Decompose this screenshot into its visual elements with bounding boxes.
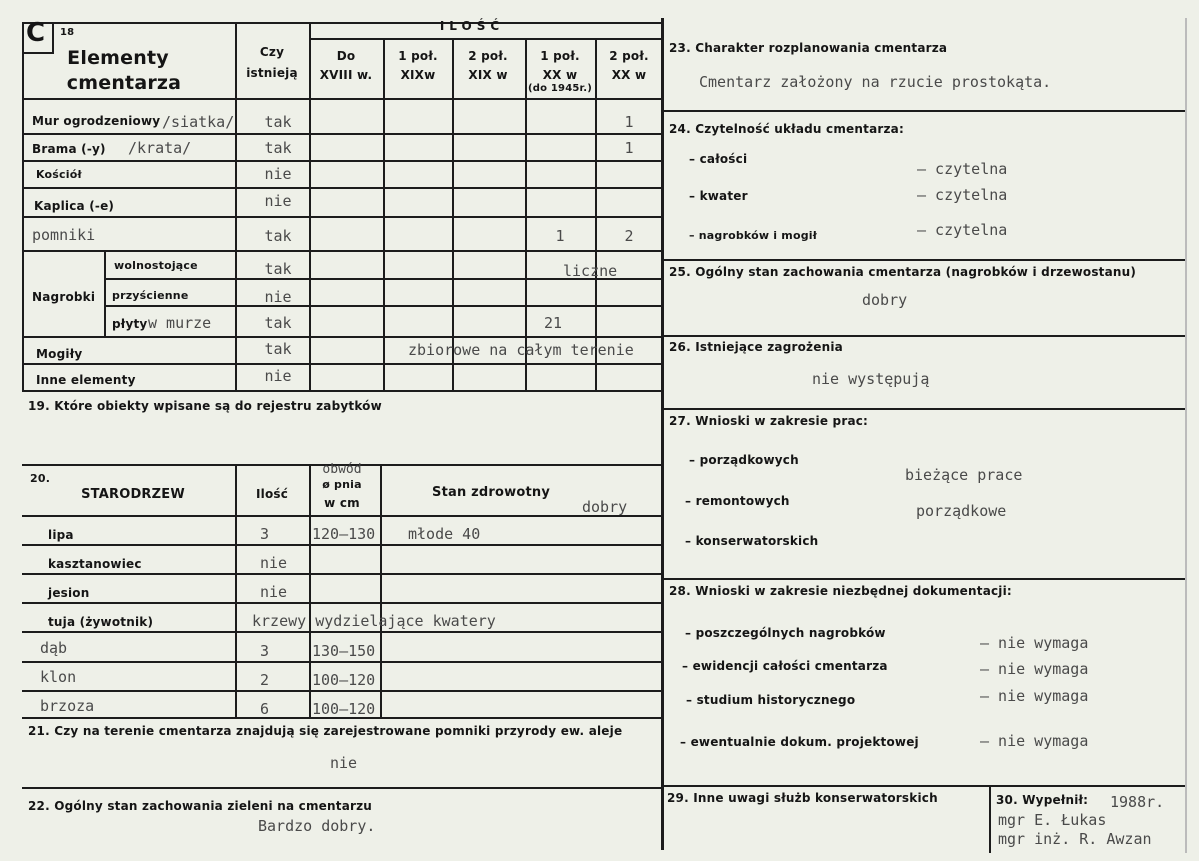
divider [22, 544, 663, 546]
q29-label: 29. Inne uwagi służb konserwatorskich [667, 791, 938, 805]
divider [309, 22, 311, 392]
divider [104, 250, 106, 336]
divider [22, 160, 663, 162]
q28-value: – nie wymaga [980, 634, 1089, 652]
q27-label: 27. Wnioski w zakresie prac: [669, 414, 869, 428]
divider [22, 22, 663, 24]
q21-label: 21. Czy na terenie cmentarza znajdują się zarejestrowane pomniki przyrody ew. aleje [28, 724, 623, 738]
q28-item: – ewentualnie dokum. projektowej [680, 735, 919, 749]
q24-label: 24. Czytelność układu cmentarza: [669, 122, 904, 136]
tree-name: dąb [40, 639, 68, 657]
q30-label: 30. Wypełnił: [996, 793, 1089, 807]
row-label: Kościół [36, 168, 82, 181]
tree-qty: nie [260, 554, 288, 572]
divider [380, 464, 382, 717]
row-qty: 1 [555, 227, 565, 245]
nagrobki-label: Nagrobki [32, 290, 96, 304]
period-header: 1 poł. [540, 49, 580, 63]
q28-item: – ewidencji całości cmentarza [682, 659, 888, 673]
divider [661, 578, 1185, 580]
row-label: Brama (-y) [32, 142, 106, 156]
row-note: liczne [563, 262, 618, 280]
q28-value: – nie wymaga [980, 660, 1089, 678]
row-czy: tak [264, 314, 292, 332]
divider [22, 390, 663, 392]
tree-name: lipa [48, 528, 74, 542]
row-note: /siatka/ [162, 113, 235, 131]
divider [309, 38, 663, 40]
q28-label: 28. Wnioski w zakresie niezbędnej dokumentacji: [669, 584, 1012, 598]
q25-answer: dobry [862, 291, 908, 309]
q24-item: – kwater [689, 189, 748, 203]
cm-col-header: w cm [324, 496, 360, 510]
divider [22, 690, 663, 692]
row-note: /krata/ [128, 139, 192, 157]
q26-label: 26. Istniejące zagrożenia [669, 340, 843, 354]
period-header: XIXw [400, 68, 436, 82]
row-czy: tak [264, 260, 292, 278]
tree-girth: 100–120 [312, 671, 376, 689]
divider [235, 464, 237, 717]
ilosc-col-header: Ilość [255, 487, 289, 501]
row-czy: tak [264, 227, 292, 245]
row-qty: 21 [543, 314, 563, 332]
row-czy: tak [264, 139, 292, 157]
period-header: 2 poł. [468, 49, 508, 63]
divider [595, 38, 597, 392]
period-header: XVIII w. [319, 68, 373, 82]
divider [661, 335, 1185, 337]
tree-girth: 130–150 [312, 642, 376, 660]
row-note: w murze [148, 314, 212, 332]
q22-answer: Bardzo dobry. [258, 817, 376, 835]
divider [22, 787, 663, 789]
row-label: Kaplica (-e) [34, 199, 115, 213]
row-note: zbiorowe na całym terenie [408, 341, 634, 359]
q27-answer: porządkowe [916, 502, 1007, 520]
q23-label: 23. Charakter rozplanowania cmentarza [669, 41, 948, 55]
divider [661, 259, 1185, 261]
tree-girth: 120–130 [312, 525, 376, 543]
divider [22, 573, 663, 575]
row-czy: nie [264, 192, 292, 210]
q20-number: 20. [30, 472, 51, 485]
row-label: pomniki [32, 226, 96, 244]
q21-answer: nie [330, 754, 358, 772]
tree-name: kasztanowiec [48, 557, 142, 571]
period-header: (do 1945r.) [528, 83, 592, 94]
row-label: płyty [112, 317, 148, 331]
tree-qty: nie [260, 583, 288, 601]
q24-value: – czytelna [917, 186, 1008, 204]
q28-value: – nie wymaga [980, 687, 1089, 705]
q30-person: mgr inż. R. Awzan [998, 830, 1152, 848]
tree-name: brzoza [40, 697, 95, 715]
q27-item: – remontowych [685, 494, 790, 508]
row-czy: nie [264, 165, 292, 183]
col-czy-istnieja: Czy [259, 45, 285, 59]
divider [22, 98, 663, 100]
divider [661, 785, 1185, 787]
row-label: przyścienne [112, 289, 189, 302]
q28-item: – studium historycznego [686, 693, 856, 707]
q27-item: – porządkowych [689, 453, 799, 467]
tree-qty: krzewy wydzielające kwatery [252, 612, 496, 630]
q27-item: – konserwatorskich [685, 534, 819, 548]
period-header: XX w [611, 68, 647, 82]
ilosc-header: ILOŚĆ [439, 19, 505, 33]
q22-label: 22. Ogólny stan zachowania zieleni na cmentarzu [28, 799, 373, 813]
q30-person: mgr E. Łukas [998, 811, 1107, 829]
q28-value: – nie wymaga [980, 732, 1089, 750]
q23-answer: Cmentarz założony na rzucie prostokąta. [699, 73, 1052, 91]
q30-year: 1988r. [1110, 793, 1165, 811]
row-label: wolnostojące [114, 259, 198, 272]
divider [989, 785, 991, 853]
row-label: Mogiły [36, 347, 83, 361]
q24-value: – czytelna [917, 160, 1008, 178]
q25-label: 25. Ogólny stan zachowania cmentarza (nagrobków i drzewostanu) [669, 265, 1137, 279]
row-label: Mur ogrodzeniowy [32, 114, 161, 128]
row-qty: 2 [624, 227, 634, 245]
divider [22, 515, 663, 517]
period-header: Do [336, 49, 356, 63]
col-czy-istnieja-2: istnieją [246, 66, 298, 80]
tree-name: tuja (żywotnik) [48, 615, 154, 629]
divider [235, 22, 237, 392]
row-czy: tak [264, 113, 292, 131]
elements-title-line2: cmentarza [66, 72, 182, 94]
divider [309, 464, 311, 717]
divider [661, 408, 1185, 410]
tree-qty: 3 [260, 642, 270, 660]
starodrzew-header: STARODRZEW [81, 487, 185, 502]
divider [1185, 18, 1187, 853]
section-number: 18 [60, 27, 75, 38]
period-header: 1 poł. [398, 49, 438, 63]
divider [22, 52, 54, 54]
q24-value: – czytelna [917, 221, 1008, 239]
divider [52, 22, 54, 54]
divider [22, 133, 663, 135]
divider [525, 38, 527, 392]
q19-label: 19. Które obiekty wpisane są do rejestru zabytków [28, 399, 382, 413]
divider [22, 631, 663, 633]
tree-name: klon [40, 668, 77, 686]
tree-girth: 100–120 [312, 700, 376, 718]
q27-answer: bieżące prace [905, 466, 1023, 484]
divider [22, 250, 663, 252]
row-czy: nie [264, 367, 292, 385]
divider [661, 110, 1185, 112]
tree-name: jesion [48, 586, 90, 600]
row-label: Inne elementy [36, 373, 136, 387]
tree-condition: młode 40 [408, 525, 481, 543]
divider [22, 187, 663, 189]
q24-item: – całości [689, 152, 748, 166]
row-czy: nie [264, 288, 292, 306]
period-header: 2 poł. [609, 49, 649, 63]
elements-title-line1: Elementy [67, 47, 169, 69]
period-header: XX w [542, 68, 578, 82]
row-czy: tak [264, 340, 292, 358]
row-qty: 1 [624, 113, 634, 131]
divider [22, 602, 663, 604]
tree-qty: 6 [260, 700, 270, 718]
row-qty: 1 [624, 139, 634, 157]
stan-note: dobry [582, 498, 628, 516]
divider [452, 38, 454, 392]
period-header: XIX w [468, 68, 508, 82]
obwod-note: obwód [322, 462, 362, 477]
q28-item: – poszczególnych nagrobków [685, 626, 886, 640]
card-code: C [26, 18, 46, 48]
q24-item: – nagrobków i mogił [689, 229, 818, 242]
pnia-col-header: ø pnia [322, 478, 362, 491]
stan-col-header: Stan zdrowotny [432, 485, 551, 500]
divider [661, 18, 664, 850]
divider [22, 363, 663, 365]
divider [22, 216, 663, 218]
divider [22, 661, 663, 663]
tree-qty: 2 [260, 671, 270, 689]
q26-answer: nie występują [812, 370, 930, 388]
divider [383, 38, 385, 392]
tree-qty: 3 [260, 525, 270, 543]
divider [22, 336, 663, 338]
